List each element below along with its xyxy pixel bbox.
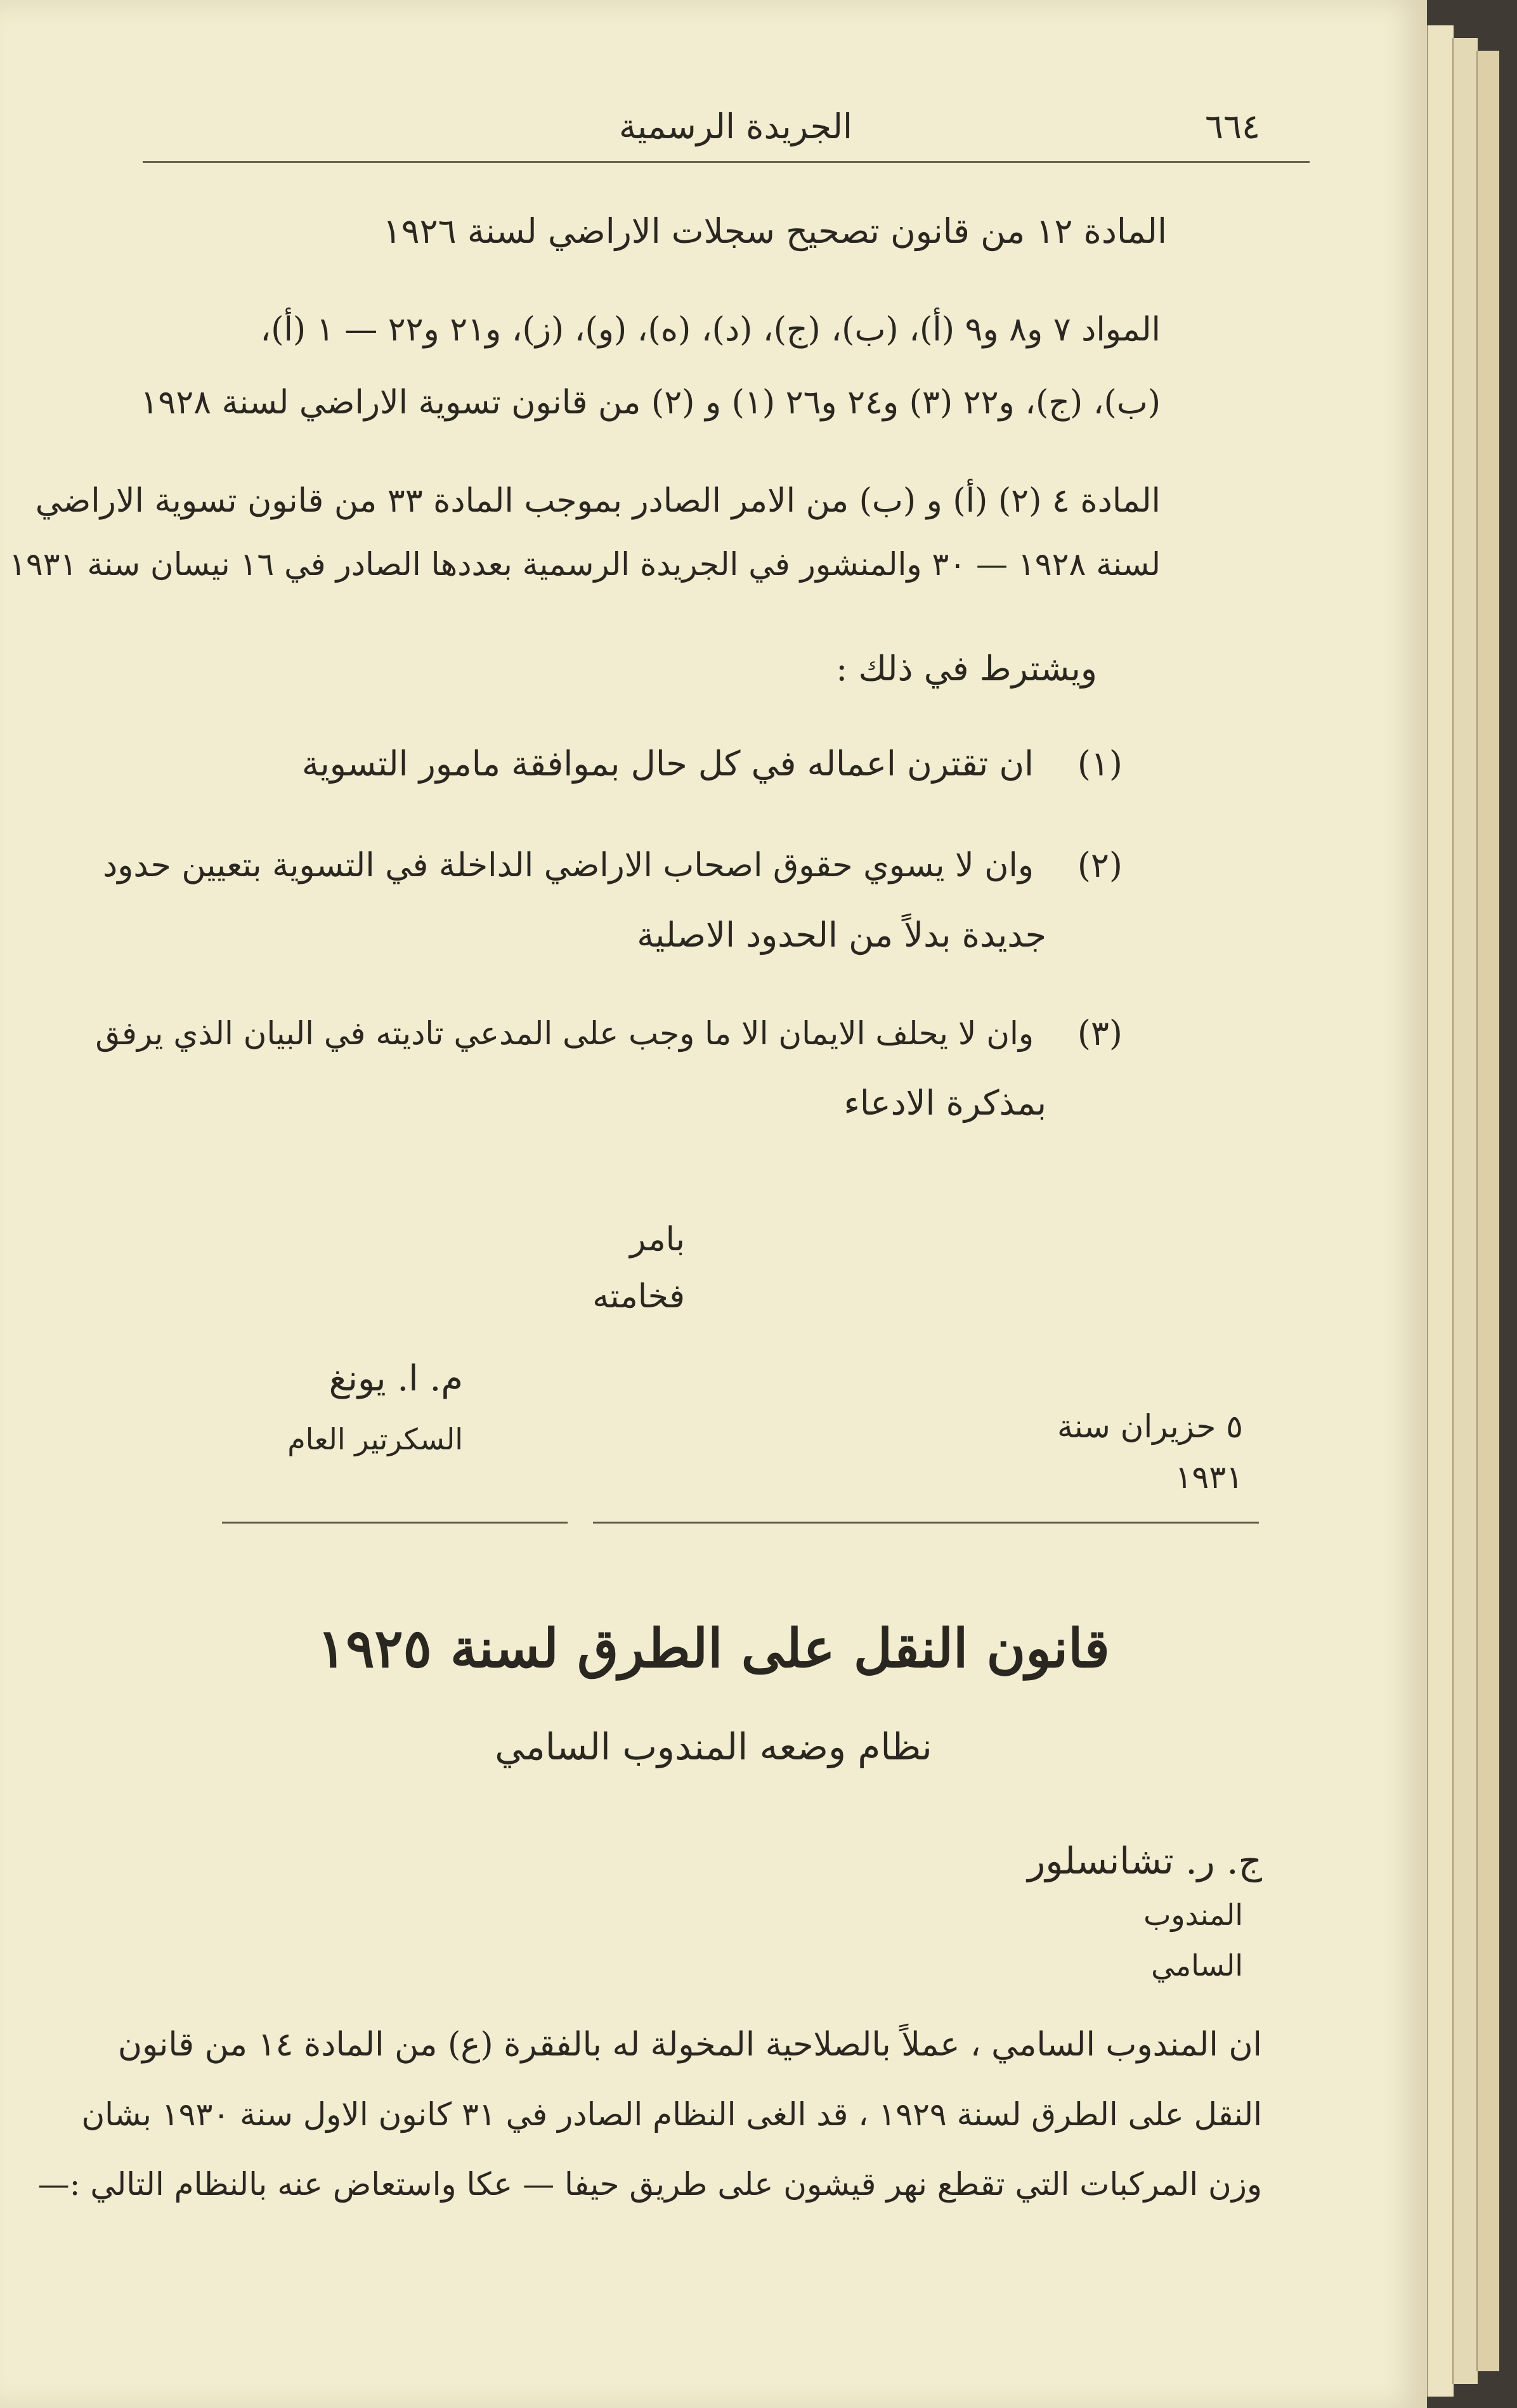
page-edge-leaf	[1452, 38, 1478, 2384]
law-title: قانون النقل على الطرق لسنة ١٩٢٥	[317, 1617, 1110, 1680]
page-edge-leaf	[1476, 51, 1499, 2371]
condition-2-number: (٢)	[1077, 845, 1123, 885]
by-order-text: بامر فخامته	[592, 1220, 685, 1316]
law-body-line-1: ان المندوب السامي ، عملاً بالصلاحية المخولة له بالفقرة (ع) من المادة ١٤ من قانون	[117, 2026, 1262, 2064]
page-edge-leaf	[1427, 25, 1454, 2397]
paragraph-articles-line-1: المواد ٧ و٨ و٩ (أ)، (ب)، (ج)، (د)، (ه)، (و)، (ز)، و٢١ و٢٢ — ١ (أ)،	[260, 311, 1161, 349]
paragraph-articles-line-2: (ب)، (ج)، و٢٢ (٣) و٢٤ و٢٦ (١) و (٢) من قانون تسوية الاراضي لسنة ١٩٢٨	[140, 384, 1161, 422]
section-divider	[222, 1522, 1259, 1524]
signatory-title: السكرتير العام	[287, 1422, 463, 1456]
paragraph-article-12: المادة ١٢ من قانون تصحيح سجلات الاراضي لسنة ١٩٢٦	[382, 211, 1167, 251]
law-body-line-3: وزن المركبات التي تقطع نهر قيشون على طريق حيفا — عكا واستعاض عنه بالنظام التالي :—	[37, 2166, 1262, 2203]
page-number: ٦٦٤	[1205, 107, 1261, 146]
signature-date: ٥ حزيران سنة ١٩٣١	[1057, 1408, 1243, 1496]
signatory-name: م. ا. يونغ	[329, 1358, 463, 1399]
high-commissioner-name: ج. ر. تشانسلور	[1027, 1839, 1262, 1882]
condition-1-number: (١)	[1077, 744, 1123, 784]
running-title: الجريدة الرسمية	[619, 107, 852, 146]
condition-3-line-2: بمذكرة الادعاء	[843, 1083, 1046, 1123]
condition-3-number: (٣)	[1077, 1013, 1123, 1053]
law-body-line-2: النقل على الطرق لسنة ١٩٢٩ ، قد الغى النظام الصادر في ٣١ كانون الاول سنة ١٩٣٠ بشان	[81, 2096, 1262, 2133]
header-rule	[143, 161, 1310, 163]
condition-2-line-1: وان لا يسوي حقوق اصحاب الاراضي الداخلة في التسوية بتعيين حدود	[103, 846, 1034, 884]
condition-3-line-1: وان لا يحلف الايمان الا ما وجب على المدعي تاديته في البيان الذي يرفق	[95, 1015, 1034, 1052]
paragraph-article-4-line-2: لسنة ١٩٢٨ — ٣٠ والمنشور في الجريدة الرسمية بعددها الصادر في ١٦ نيسان سنة ١٩٣١	[9, 546, 1161, 583]
paragraph-article-4-line-1: المادة ٤ (٢) (أ) و (ب) من الامر الصادر بموجب المادة ٣٣ من قانون تسوية الاراضي	[35, 482, 1161, 520]
high-commissioner-title: المندوب السامي	[1143, 1898, 1243, 1983]
condition-intro: ويشترط في ذلك :	[836, 649, 1097, 689]
law-subtitle: نظام وضعه المندوب السامي	[495, 1725, 932, 1768]
condition-1-line-1: ان تقترن اعماله في كل حال بموافقة مامور التسوية	[301, 744, 1034, 784]
condition-2-line-2: جديدة بدلاً من الحدود الاصلية	[637, 915, 1046, 955]
